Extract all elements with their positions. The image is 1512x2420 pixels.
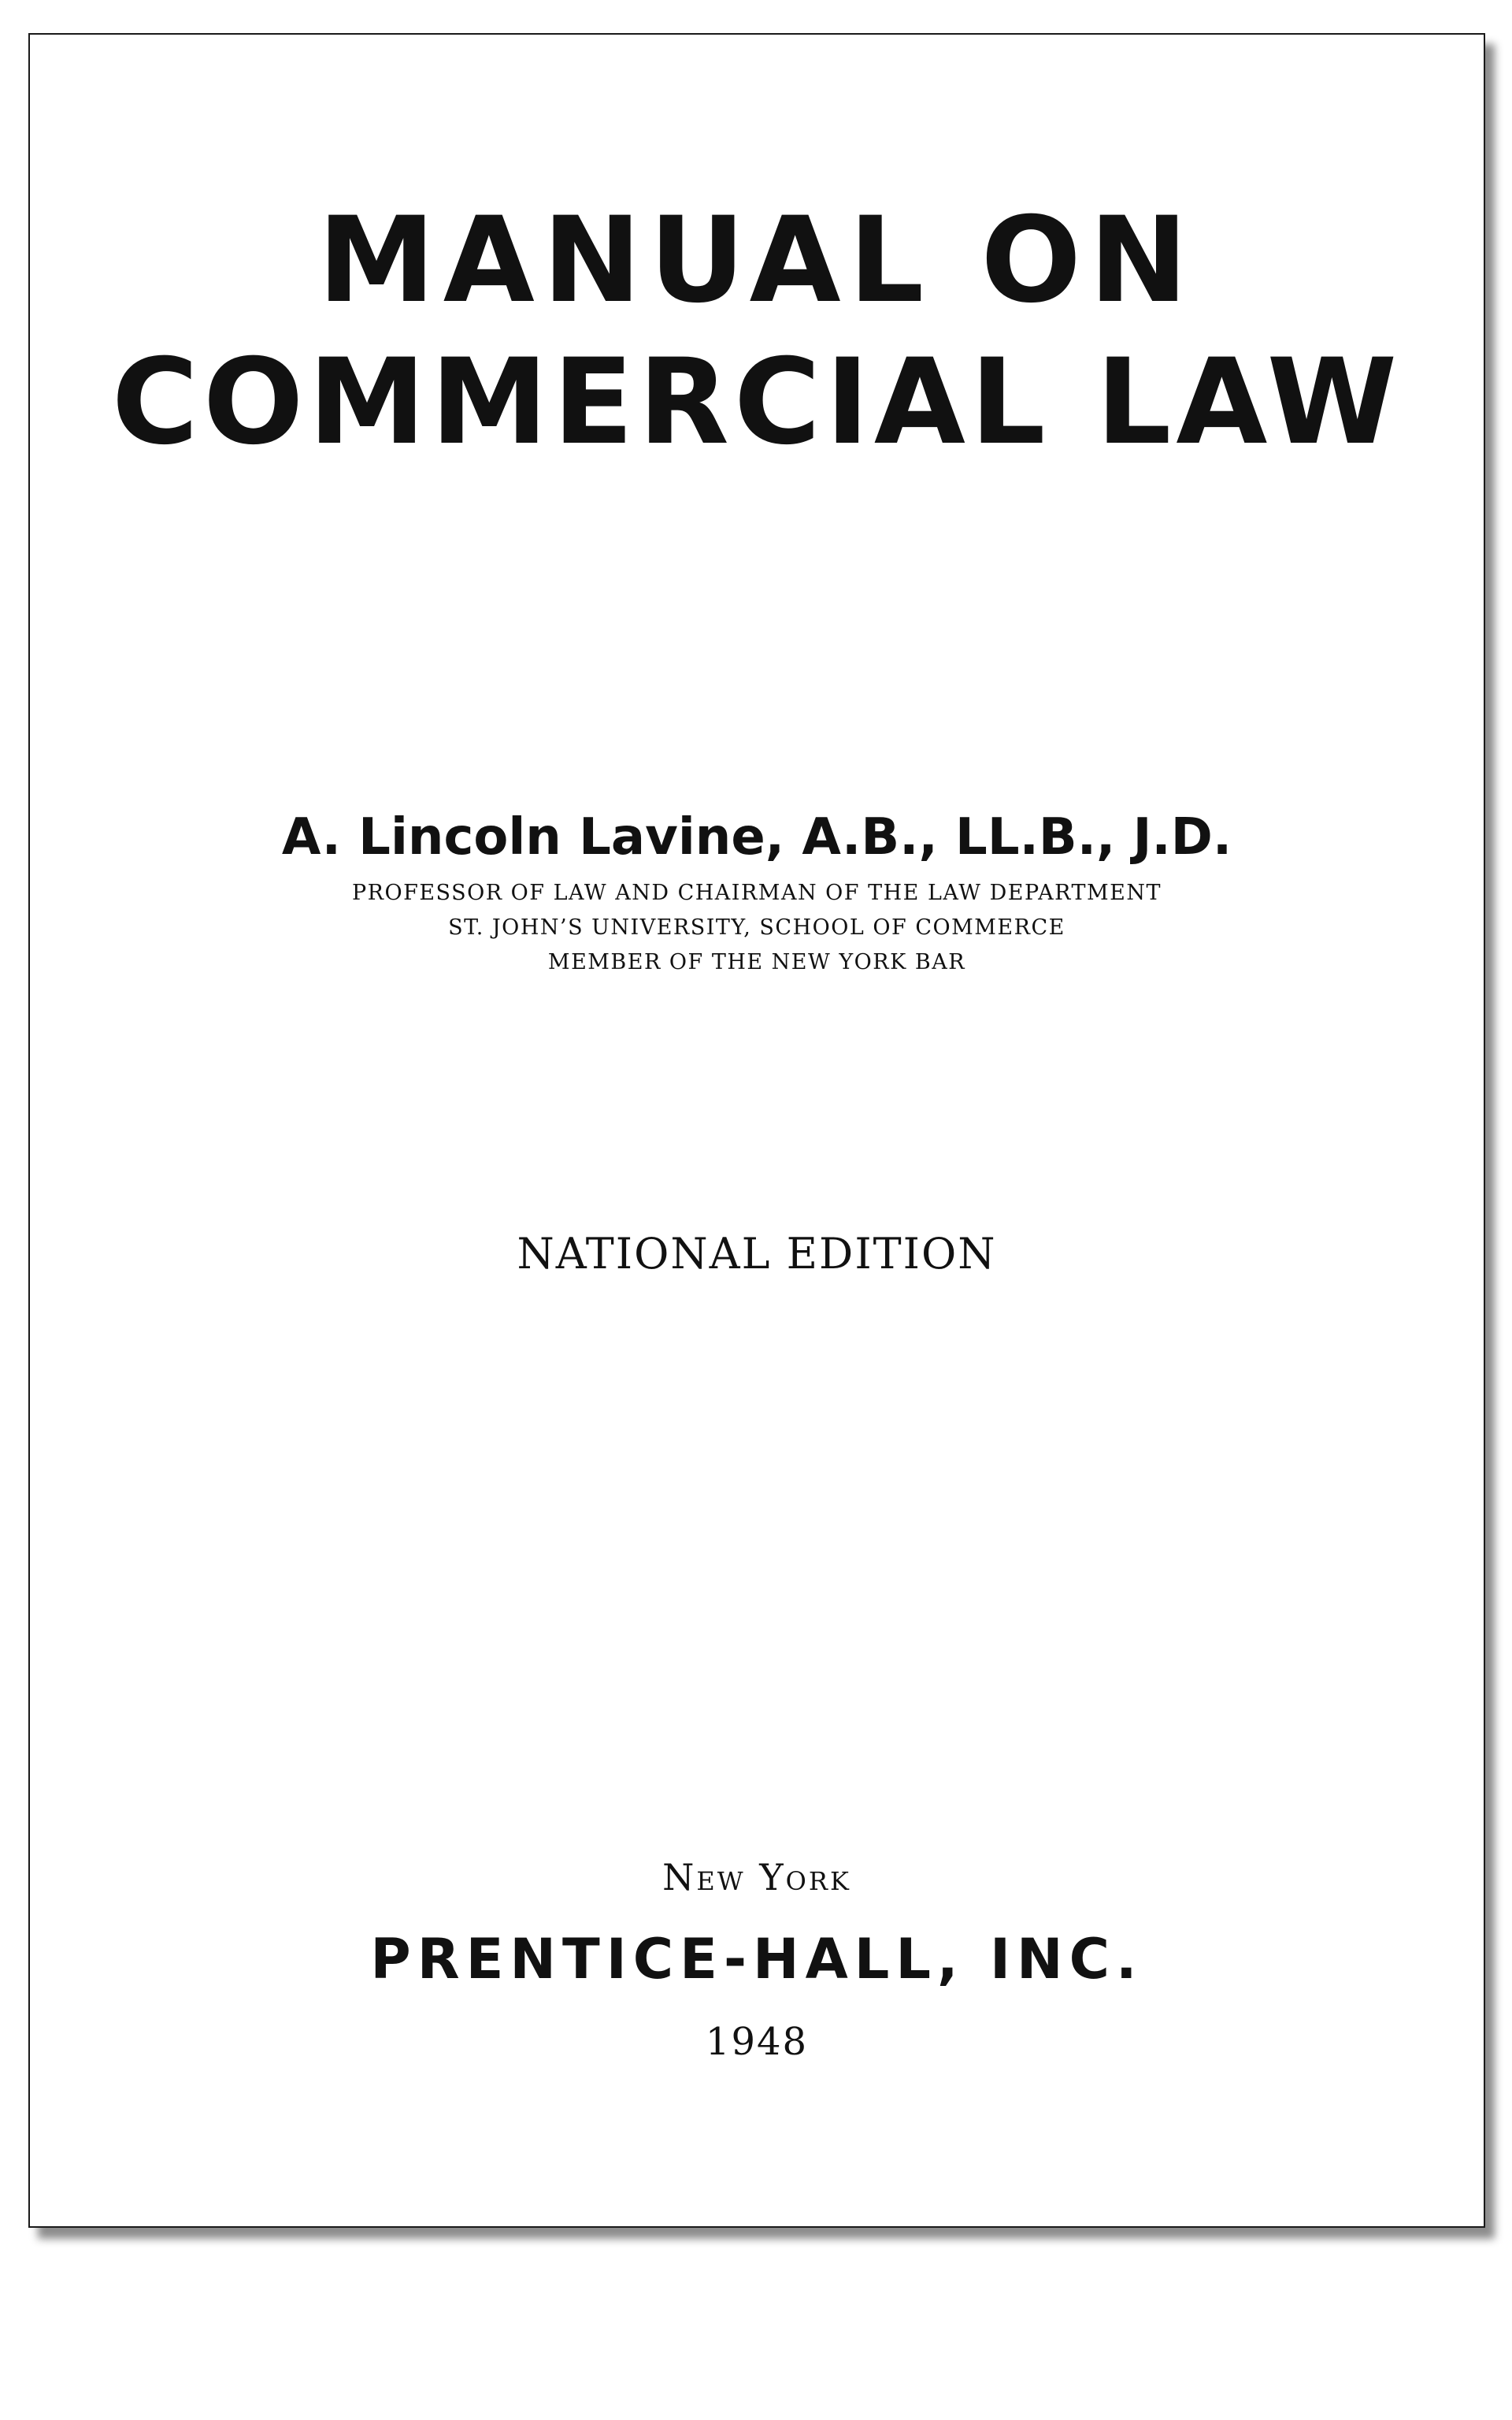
publisher-name: PRENTICE-HALL, INC. xyxy=(370,1927,1143,1991)
book-title-line-2: COMMERCIAL LAW xyxy=(111,334,1403,471)
book-title-line-1: MANUAL ON xyxy=(317,192,1196,329)
edition-label: NATIONAL EDITION xyxy=(517,1229,997,1279)
publication-year: 1948 xyxy=(705,2020,809,2064)
publisher-city: New York xyxy=(662,1856,851,1899)
title-page xyxy=(28,33,1485,2228)
author-name: A. Lincoln Lavine, A.B., LL.B., J.D. xyxy=(281,808,1232,867)
author-credential: ST. JOHN’S UNIVERSITY, SCHOOL OF COMMERCE xyxy=(448,915,1065,940)
author-credential: PROFESSOR OF LAW AND CHAIRMAN OF THE LAW DEPARTMENT xyxy=(351,881,1162,905)
author-credential: MEMBER OF THE NEW YORK BAR xyxy=(547,950,966,974)
